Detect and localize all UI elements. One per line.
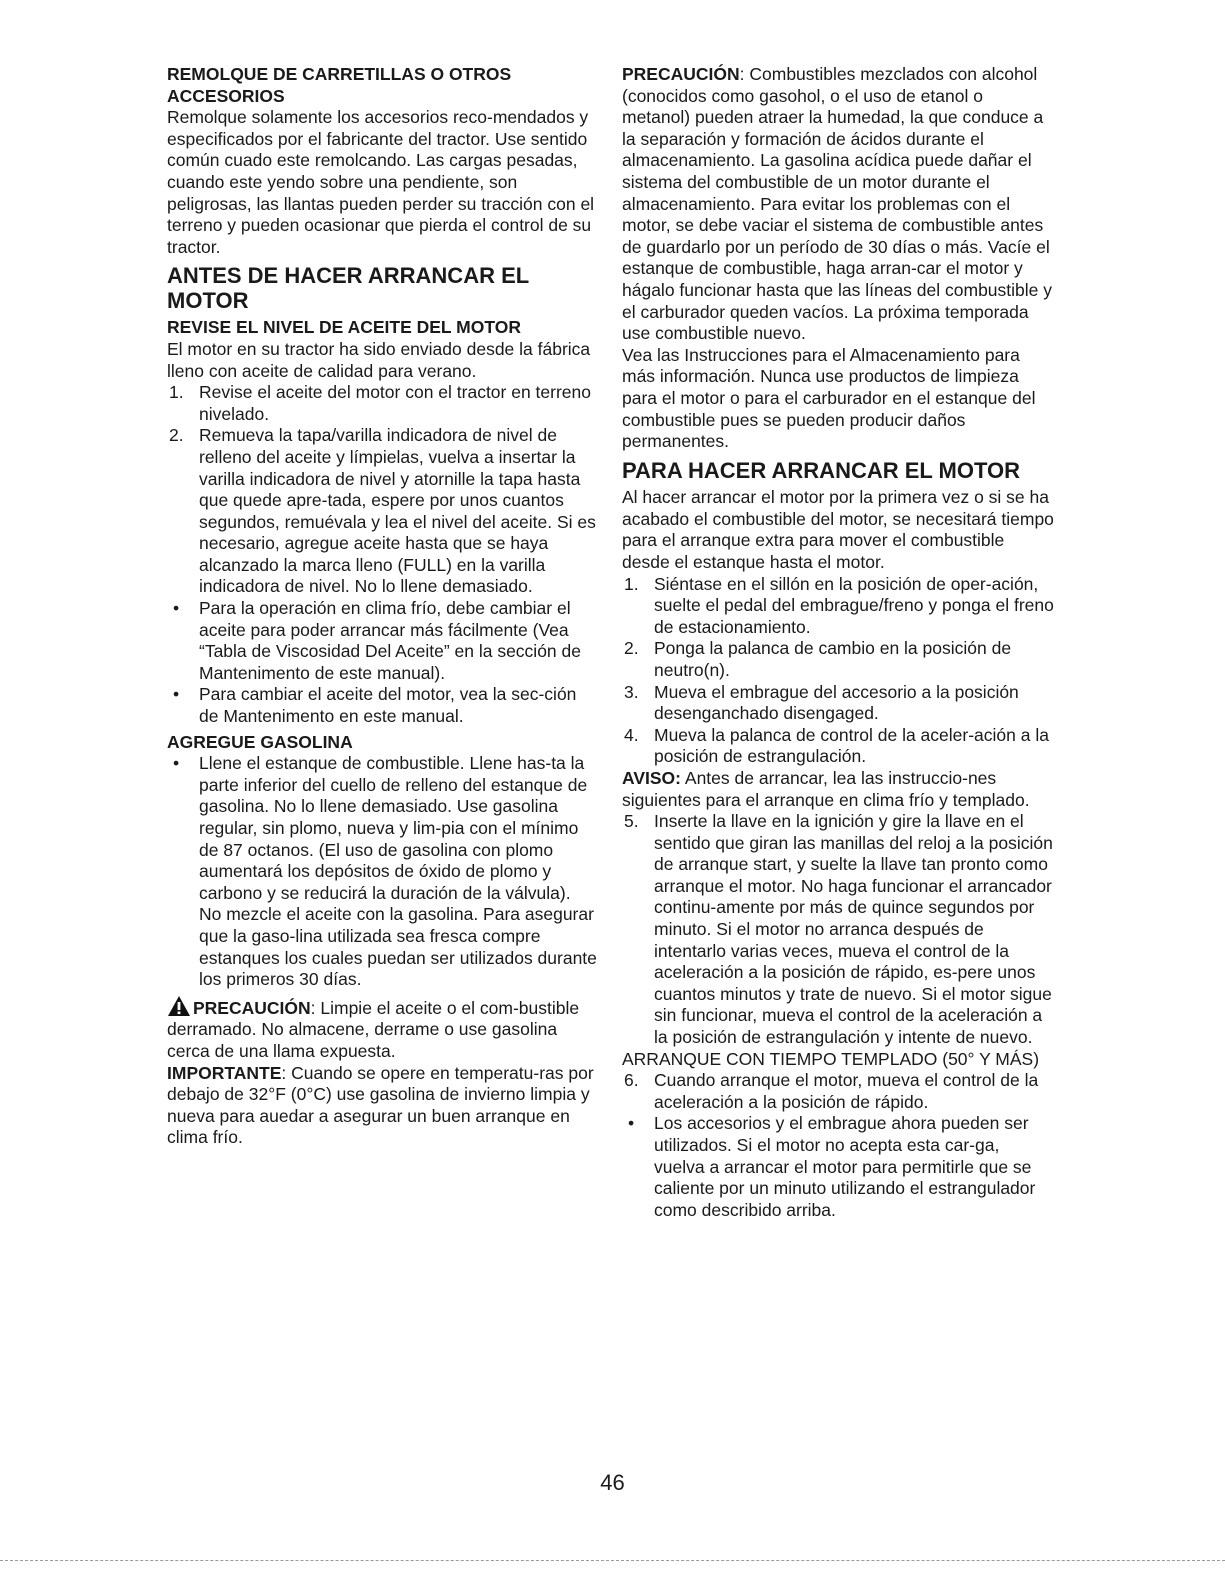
importante-text: : Cuando se opere en temperatu-ras por debajo de 32°F (0°C) use gasolina de invierno limpia y nueva para auedar a asegurar un buen arranque en clima frío. bbox=[167, 1062, 594, 1148]
right-precaucion-label: PRECAUCIÓN bbox=[622, 64, 740, 84]
list-item bbox=[622, 811, 1054, 1049]
list-item bbox=[622, 1113, 1054, 1221]
revise-steps bbox=[167, 382, 597, 598]
list-number: 1. bbox=[624, 573, 639, 594]
right-column bbox=[622, 64, 1054, 1221]
list-item bbox=[167, 684, 597, 727]
precaucion-paragraph bbox=[167, 995, 597, 1063]
arranque-heading: ARRANQUE CON TIEMPO TEMPLADO (50° Y MÁS) bbox=[622, 1048, 1040, 1069]
list-text: Mueva el embrague del accesorio a la posición desenganchado disengaged. bbox=[654, 681, 1019, 724]
importante-paragraph bbox=[167, 1063, 597, 1149]
bullet-icon: • bbox=[173, 753, 180, 774]
list-text: Remueva la tapa/varilla indicadora de nivel de relleno del aceite y límpielas, vuelva a insertar la varilla indicadora de nivel y atornille la tapa hasta que quede apre-tada, espere por unos cuantos segundos, remuévala y lea el nivel del aceite. Si es necesario, agregue aceite hasta que se haya alcanzado la marca lleno (FULL) en la varilla indicadora de nivel. No lo llene demasiado. bbox=[199, 425, 596, 597]
list-item bbox=[622, 1070, 1054, 1113]
list-text: Cuando arranque el motor, mueva el control de la aceleración a la posición de rápido. bbox=[654, 1070, 1039, 1112]
revise-heading: REVISE EL NIVEL DE ACEITE DEL MOTOR bbox=[167, 317, 521, 338]
importante-label: IMPORTANTE bbox=[167, 1062, 282, 1083]
warning-icon bbox=[167, 995, 191, 1017]
bullet-icon: • bbox=[173, 598, 180, 619]
steps-a bbox=[622, 574, 1054, 768]
list-number: 1. bbox=[169, 382, 184, 403]
list-text: Revise el aceite del motor con el tractor en terreno nivelado. bbox=[199, 382, 591, 424]
aviso-paragraph bbox=[622, 768, 1054, 811]
list-number: 2. bbox=[169, 425, 184, 446]
list-text: Inserte la llave en la ignición y gire la llave en el sentido que giran las manillas del reloj a la posición de arranque start, y suelte la llave tan pronto como arranque el motor. No haga funcionar el arrancador continu-amente por más de quince segundos por minuto. Si el motor no arranca después de intentarlo varias veces, mueva el control de la aceleración a la posición de rápido, es-pere unos cuantos minutos y trate de nuevo. Si el motor sigue sin funcionar, mueva el control de la aceleración a la posición de estrangulación y intente de nuevo. bbox=[654, 811, 1053, 1048]
list-number: 4. bbox=[624, 724, 639, 745]
antes-heading: ANTES DE HACER ARRANCAR EL MOTOR bbox=[167, 263, 529, 313]
left-column bbox=[167, 64, 597, 1149]
list-item bbox=[622, 682, 1054, 725]
list-item bbox=[622, 574, 1054, 639]
list-number: 3. bbox=[624, 681, 639, 702]
vea-text: Vea las Instrucciones para el Almacenamiento para más información. Nunca use productos de limpieza para el motor o para el carburador en el estanque del combustible pues se pueden producir daños permanentes. bbox=[622, 344, 1036, 452]
bottom-divider bbox=[0, 1560, 1225, 1561]
list-item bbox=[167, 425, 597, 598]
agregue-heading: AGREGUE GASOLINA bbox=[167, 731, 353, 752]
aviso-text: Antes de arrancar, lea las instruccio-nes siguientes para el arranque en clima frío y templado. bbox=[622, 767, 1030, 810]
list-item bbox=[167, 753, 597, 991]
list-number: 5. bbox=[624, 811, 639, 832]
bullet-icon: • bbox=[173, 684, 180, 705]
right-precaucion-text: : Combustibles mezclados con alcohol (conocidos como gasohol, o el uso de etanol o metanol) pueden atraer la humedad, la que conduce a la separación y formación de ácidos durante el almacenamiento. La gasolina acídica puede dañar el sistema del combustible de un motor durante el almacenamiento. Para evitar los problemas con el motor, se debe vaciar el sistema de combustible antes de guardarlo por un período de 30 días o más. Vacíe el estanque de combustible, haga arran-car el motor y hágalo funcionar hasta que las líneas del combustible y el carburador queden vacíos. La próxima temporada use combustible nuevo. bbox=[622, 64, 1052, 344]
bullet-icon: • bbox=[628, 1113, 635, 1134]
list-text: Ponga la palanca de cambio en la posición de neutro(n). bbox=[654, 638, 1012, 680]
list-text: Mueva la palanca de control de la aceler-ación a la posición de estrangulación. bbox=[654, 724, 1049, 767]
list-item bbox=[622, 638, 1054, 681]
list-number: 6. bbox=[624, 1070, 639, 1091]
list-text: Siéntase en el sillón en la posición de oper-ación, suelte el pedal del embrague/freno y ponga el freno de estacionamiento. bbox=[654, 573, 1054, 637]
precaucion-text: : Limpie el aceite o el com-bustible derramado. No almacene, derrame o use gasolina cerca de una llama expuesta. bbox=[167, 997, 580, 1061]
remolque-heading: REMOLQUE DE CARRETILLAS O OTROS ACCESORIOS bbox=[167, 64, 512, 106]
list-item bbox=[622, 725, 1054, 768]
list-number: 2. bbox=[624, 638, 639, 659]
list-text: Los accesorios y el embrague ahora pueden ser utilizados. Si el motor no acepta esta car-ga, vuelva a arrancar el motor para permitirle que se caliente por un minuto utilizando el estrangulador como describido arriba. bbox=[654, 1113, 1036, 1220]
page-number: 46 bbox=[600, 1470, 625, 1495]
para-text: Al hacer arrancar el motor por la primera vez o si se ha acabado el combustible del motor, se necesitará tiempo para el arranque extra para mover el combustible desde el estanque hasta el motor. bbox=[622, 487, 1054, 572]
para-heading: PARA HACER ARRANCAR EL MOTOR bbox=[622, 457, 1021, 483]
list-text: Llene el estanque de combustible. Llene has-ta la parte inferior del cuello de relleno del estanque de gasolina. No lo llene demasiado. Use gasolina regular, sin plomo, nueva y lim-pia con el mínimo de 87 octanos. (El uso de gasolina con plomo aumentará los depósitos de óxido de plomo y carbono y se reducirá la duración de la válvula). No mezcle el aceite con la gasolina. Para asegurar que la gaso-lina utilizada sea fresca compre estanques los cuales puedan ser utilizados durante los primeros 30 días. bbox=[199, 753, 597, 990]
remolque-text: Remolque solamente los accesorios reco-mendados y especificados por el fabricante del tractor. Use sentido común cuado este remolcando. Las cargas pesadas, cuando este yendo sobre una pendiente, son peligrosas, las llantas pueden perder su tracción con el terreno y pueden ocasionar que pierda el control de su tractor. bbox=[167, 107, 595, 257]
list-item bbox=[167, 382, 597, 425]
list-item bbox=[167, 598, 597, 684]
revise-text: El motor en su tractor ha sido enviado desde la fábrica lleno con aceite de calidad para verano. bbox=[167, 338, 591, 381]
aviso-label: AVISO: bbox=[622, 767, 681, 788]
right-precaucion-paragraph bbox=[622, 64, 1054, 345]
list-text: Para la operación en clima frío, debe cambiar el aceite para poder arrancar más fácilmente (Vea “Tabla de Viscosidad Del Aceite” en la sección de Mantenimento de este manual). bbox=[199, 598, 581, 683]
list-text: Para cambiar el aceite del motor, vea la sec-ción de Mantenimento en este manual. bbox=[199, 684, 577, 727]
precaucion-label: PRECAUCIÓN bbox=[193, 997, 311, 1018]
revise-bullets bbox=[167, 598, 597, 728]
